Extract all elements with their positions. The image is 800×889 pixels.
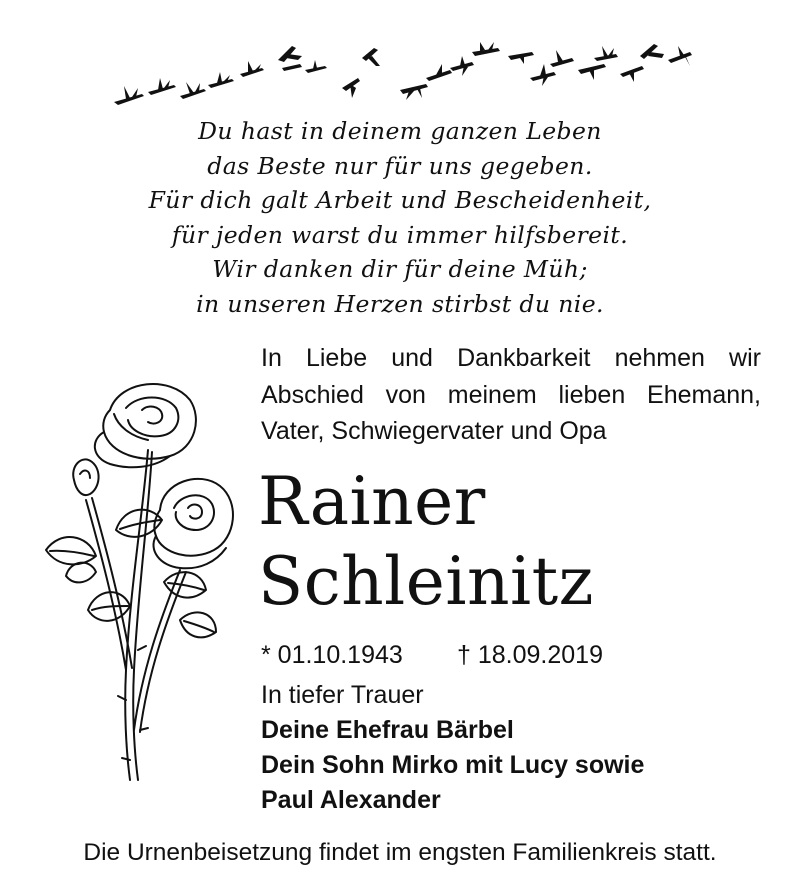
flock-of-birds-icon xyxy=(100,30,700,120)
life-dates xyxy=(261,637,761,673)
intro-line: Abschied von meinem lieben Ehemann, xyxy=(261,380,761,409)
poem-line: das Beste nur für uns gegeben. xyxy=(207,151,593,180)
mourner-line: Dein Sohn Mirko mit Lucy sowie xyxy=(261,751,645,779)
mourner-line: Paul Alexander xyxy=(261,786,441,814)
death-date: † 18.09.2019 xyxy=(457,641,603,669)
intro-line: In Liebe und Dankbarkeit nehmen wir xyxy=(261,344,761,372)
poem-line: in unseren Herzen stirbst du nie. xyxy=(196,289,604,318)
poem-line: Für dich galt Arbeit und Bescheidenheit, xyxy=(148,186,652,215)
mourners-block xyxy=(261,678,761,818)
first-name: Rainer xyxy=(258,463,486,540)
poem-line: Wir danken dir für deine Müh; xyxy=(212,255,588,284)
intro-text xyxy=(261,340,761,450)
birth-date: * 01.10.1943 xyxy=(261,641,403,669)
burial-note: Die Urnenbeisetzung findet im engsten Familienkreis statt. xyxy=(83,839,717,866)
poem-line: für jeden warst du immer hilfsbereit. xyxy=(171,220,629,249)
deceased-name xyxy=(258,462,778,622)
memorial-poem xyxy=(60,114,740,322)
poem-line: Du hast in deinem ganzen Leben xyxy=(198,117,602,145)
mourner-line: Deine Ehefrau Bärbel xyxy=(261,716,514,744)
roses-icon xyxy=(30,370,260,790)
intro-line: Vater, Schwiegervater und Opa xyxy=(261,417,607,445)
last-name: Schleinitz xyxy=(258,543,594,620)
mourning-heading: In tiefer Trauer xyxy=(261,681,424,709)
